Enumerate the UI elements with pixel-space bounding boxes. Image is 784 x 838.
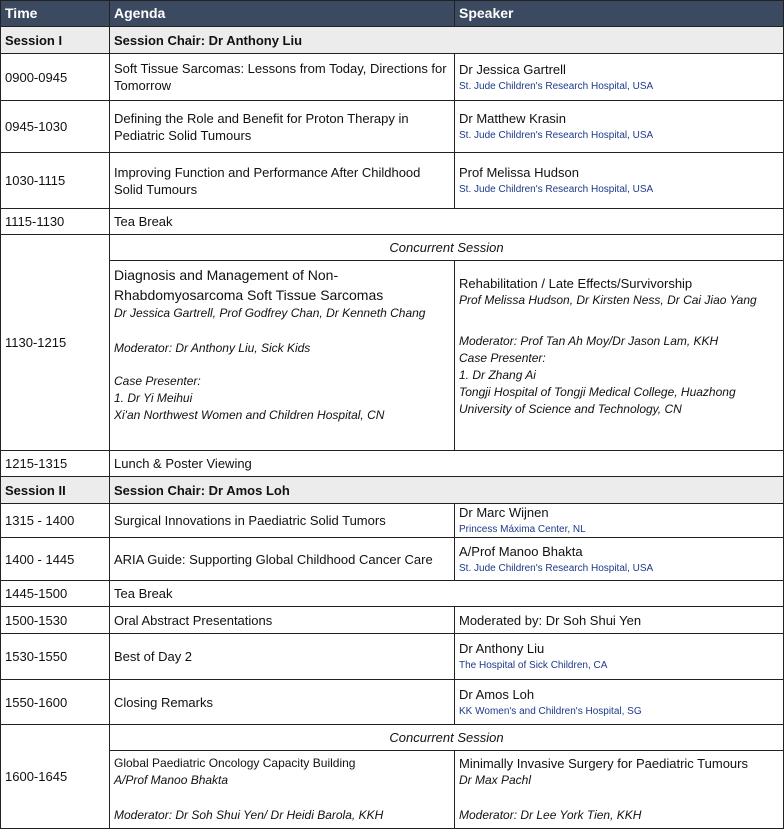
concurrent-right-case-org: Tongji Hospital of Tongji Medical College, Huazhong University of Science and Technology, CN <box>459 385 736 416</box>
concurrent-left-title: Diagnosis and Management of Non-Rhabdomyosarcoma Soft Tissue Sarcomas <box>114 267 384 303</box>
session-chair: Session Chair: Dr Anthony Liu <box>110 27 784 54</box>
speaker-cell <box>455 504 784 538</box>
spacer <box>114 322 450 338</box>
speaker-cell <box>455 538 784 581</box>
session-2-row <box>1 477 784 504</box>
spacer <box>114 789 450 805</box>
time-cell: 1600-1645 <box>1 725 110 829</box>
concurrent-row <box>1 751 784 829</box>
speaker-org: St. Jude Children's Research Hospital, USA <box>459 184 654 195</box>
header-agenda: Agenda <box>110 1 455 27</box>
concurrent-left-case-name: 1. Dr Yi Meihui <box>114 391 193 405</box>
session-chair: Session Chair: Dr Amos Loh <box>110 477 784 504</box>
spacer <box>459 789 779 805</box>
concurrent-left-speakers: A/Prof Manoo Bhakta <box>114 773 229 787</box>
agenda-cell: Defining the Role and Benefit for Proton Therapy in Pediatric Solid Tumours <box>110 101 455 153</box>
table-row <box>1 209 784 235</box>
speaker-name: Dr Marc Wijnen <box>459 505 549 520</box>
table-row <box>1 101 784 153</box>
concurrent-left-cell <box>110 751 455 829</box>
concurrent-right-moderator: Moderator: Dr Lee York Tien, KKH <box>459 808 642 822</box>
session-label: Session II <box>1 477 110 504</box>
table-row <box>1 54 784 101</box>
speaker-cell <box>455 101 784 153</box>
concurrent-right-moderator: Moderator: Prof Tan Ah Moy/Dr Jason Lam, KKH <box>459 334 719 348</box>
table-row <box>1 607 784 634</box>
spacer <box>459 309 779 325</box>
agenda-cell: Closing Remarks <box>110 680 455 725</box>
break-cell: Tea Break <box>110 581 784 607</box>
concurrent-left-speakers: Dr Jessica Gartrell, Prof Godfrey Chan, Dr Kenneth Chang <box>114 306 426 320</box>
header-speaker: Speaker <box>455 1 784 27</box>
speaker-org: St. Jude Children's Research Hospital, USA <box>459 80 654 92</box>
table-row <box>1 153 784 209</box>
time-cell: 1400 - 1445 <box>1 538 110 581</box>
time-cell: 1500-1530 <box>1 607 110 634</box>
concurrent-right-speakers: Dr Max Pachl <box>459 773 532 787</box>
concurrent-right-case-label: Case Presenter: <box>459 351 546 365</box>
speaker-name: Dr Jessica Gartrell <box>459 61 566 77</box>
session-label: Session I <box>1 27 110 54</box>
time-cell: 0945-1030 <box>1 101 110 153</box>
agenda-cell: Soft Tissue Sarcomas: Lessons from Today, Directions for Tomorrow <box>110 54 455 101</box>
speaker-name: Prof Melissa Hudson <box>459 165 579 180</box>
concurrent-left-case-org: Xi'an Northwest Women and Children Hospital, CN <box>114 408 385 422</box>
speaker-cell <box>455 153 784 209</box>
speaker-name: Dr Amos Loh <box>459 686 535 702</box>
table-row <box>1 581 784 607</box>
table-row <box>1 538 784 581</box>
table-row <box>1 451 784 477</box>
concurrent-right-case-name: 1. Dr Zhang Ai <box>459 368 536 382</box>
speaker-name: Dr Matthew Krasin <box>459 111 566 126</box>
time-cell: 1530-1550 <box>1 634 110 680</box>
time-cell: 1445-1500 <box>1 581 110 607</box>
speaker-name: Dr Anthony Liu <box>459 641 545 656</box>
session-1-row <box>1 27 784 54</box>
header-time: Time <box>1 1 110 27</box>
time-cell: 1315 - 1400 <box>1 504 110 538</box>
agenda-cell: Best of Day 2 <box>110 634 455 680</box>
speaker-cell <box>455 680 784 725</box>
concurrent-left-moderator: Moderator: Dr Soh Shui Yen/ Dr Heidi Barola, KKH <box>114 808 384 822</box>
speaker-org: KK Women's and Children's Hospital, SG <box>459 705 642 717</box>
concurrent-right-speakers: Prof Melissa Hudson, Dr Kirsten Ness, Dr Cai Jiao Yang <box>459 293 757 307</box>
concurrent-header-row <box>1 725 784 751</box>
concurrent-right-cell <box>455 261 784 451</box>
header-row <box>1 1 784 27</box>
concurrent-left-case-label: Case Presenter: <box>114 374 201 388</box>
concurrent-left-cell <box>110 261 455 451</box>
concurrent-left-moderator: Moderator: Dr Anthony Liu, Sick Kids <box>114 341 311 355</box>
time-cell: 1215-1315 <box>1 451 110 477</box>
speaker-org: The Hospital of Sick Children, CA <box>459 660 608 671</box>
break-cell: Lunch & Poster Viewing <box>110 451 784 477</box>
agenda-cell: ARIA Guide: Supporting Global Childhood Cancer Care <box>110 538 455 581</box>
break-cell: Tea Break <box>110 209 784 235</box>
speaker-cell <box>455 634 784 680</box>
concurrent-session-title: Concurrent Session <box>110 235 784 261</box>
speaker-name: A/Prof Manoo Bhakta <box>459 543 583 559</box>
concurrent-right-title: Minimally Invasive Surgery for Paediatric Tumours <box>459 756 748 771</box>
time-cell: 1030-1115 <box>1 153 110 209</box>
concurrent-right-title: Rehabilitation / Late Effects/Survivorship <box>459 276 693 291</box>
speaker-cell <box>455 54 784 101</box>
concurrent-header-row <box>1 235 784 261</box>
concurrent-left-title: Global Paediatric Oncology Capacity Building <box>114 756 356 770</box>
agenda-cell: Surgical Innovations in Paediatric Solid Tumors <box>110 504 455 538</box>
table-row <box>1 680 784 725</box>
speaker-org: St. Jude Children's Research Hospital, USA <box>459 130 654 141</box>
concurrent-session-title: Concurrent Session <box>110 725 784 751</box>
time-cell: 0900-0945 <box>1 54 110 101</box>
speaker-cell: Moderated by: Dr Soh Shui Yen <box>455 607 784 634</box>
agenda-cell: Oral Abstract Presentations <box>110 607 455 634</box>
spacer <box>114 357 450 373</box>
time-cell: 1550-1600 <box>1 680 110 725</box>
time-cell: 1130-1215 <box>1 235 110 451</box>
table-row <box>1 634 784 680</box>
concurrent-row <box>1 261 784 451</box>
speaker-org: Princess Máxima Center, NL <box>459 524 586 535</box>
time-cell: 1115-1130 <box>1 209 110 235</box>
agenda-cell: Improving Function and Performance After Childhood Solid Tumours <box>110 153 455 209</box>
concurrent-right-cell <box>455 751 784 829</box>
table-row <box>1 504 784 538</box>
speaker-org: St. Jude Children's Research Hospital, USA <box>459 562 654 574</box>
